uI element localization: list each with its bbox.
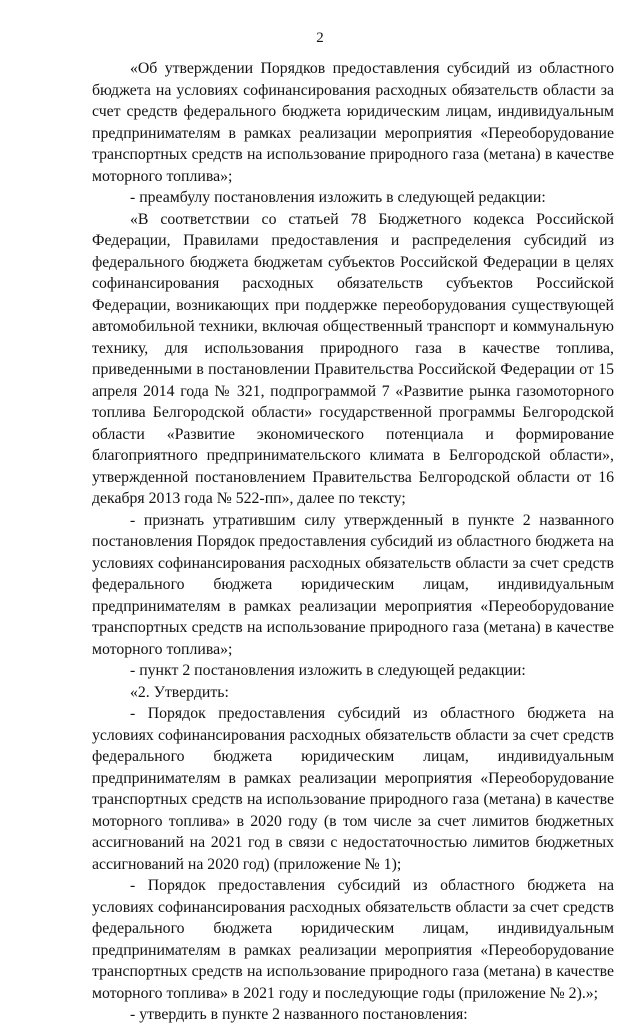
paragraph-procedure-2020: - Порядок предоставления субсидий из областного бюджета на условиях софинансирования расходных обязательств области за счет средств федерального бюджета юридическим лицам, индивидуальным предпринимателям в рамках реализации мероприятия «Переоборудование транспортных средств на использование природного газа (метана) в качестве моторного топлива» в 2020 году (в том числе за счет лимитов бюджетных ассигнований на 2021 год в связи с недостаточностью лимитов бюджетных ассигнований на 2020 год) (приложение № 1); <box>92 705 614 873</box>
paragraph-item2-instruction: - пункт 2 постановления изложить в следующей редакции: <box>130 662 526 679</box>
paragraph-procedure-2021: - Порядок предоставления субсидий из областного бюджета на условиях софинансирования расходных обязательств области за счет средств федерального бюджета юридическим лицам, индивидуальным предпринимателям в рамках реализации мероприятия «Переоборудование транспортных средств на использование природного газа (метана) в качестве моторного топлива» в 2021 году и последующие годы (приложение № 2).»; <box>92 877 614 1002</box>
page-number: 2 <box>316 30 324 46</box>
paragraph-repeal: - признать утратившим силу утвержденный в пункте 2 названного постановления Порядок предоставления субсидий из областного бюджета на условиях софинансирования расходных обязательств области за счет средств федерального бюджета юридическим лицам, индивидуальным предпринимателям в рамках реализации мероприятия «Переоборудование транспортных средств на использование природного газа (метана) в качестве моторного топлива»; <box>92 511 614 658</box>
paragraph-preamble-text: «В соответствии со статьей 78 Бюджетного кодекса Российской Федерации, Правилами предоставления и распределения субсидий из федерального бюджета бюджетам субъектов Российской Федерации в целях софинансирования расходных обязательств субъектов Российской Федерации, возникающих при поддержке переоборудования существующей автомобильной техники, включая общественный транспорт и коммунальную технику, для использования природного газа в качестве топлива, приведенными в постановлении Правительства Российской Федерации от 15 апреля 2014 года № 321, подпрограммой 7 «Развитие рынка газомоторного топлива Белгородской области» государственной программы Белгородской области «Развитие экономического потенциала и формирование благоприятного предпринимательского климата в Белгородской области», утвержденной постановлением Правительства Белгородской области от 16 декабря 2013 года № 522-пп», далее по тексту; <box>92 210 614 507</box>
paragraph-title-quote: «Об утверждении Порядков предоставления субсидий из областного бюджета на условиях софинансирования расходных обязательств области за счет средств федерального бюджета юридическим лицам, индивидуальным предпринимателям в рамках реализации мероприятия «Переоборудование транспортных средств на использование природного газа (метана) в качестве моторного топлива»; <box>92 60 614 185</box>
paragraph-approve-heading: «2. Утвердить: <box>130 683 229 701</box>
document-body <box>92 58 614 1026</box>
paragraph-approve-item2: - утвердить в пункте 2 названного постановления: <box>130 1006 468 1023</box>
paragraph-preamble-instruction: - преамбулу постановления изложить в следующей редакции: <box>130 189 546 206</box>
